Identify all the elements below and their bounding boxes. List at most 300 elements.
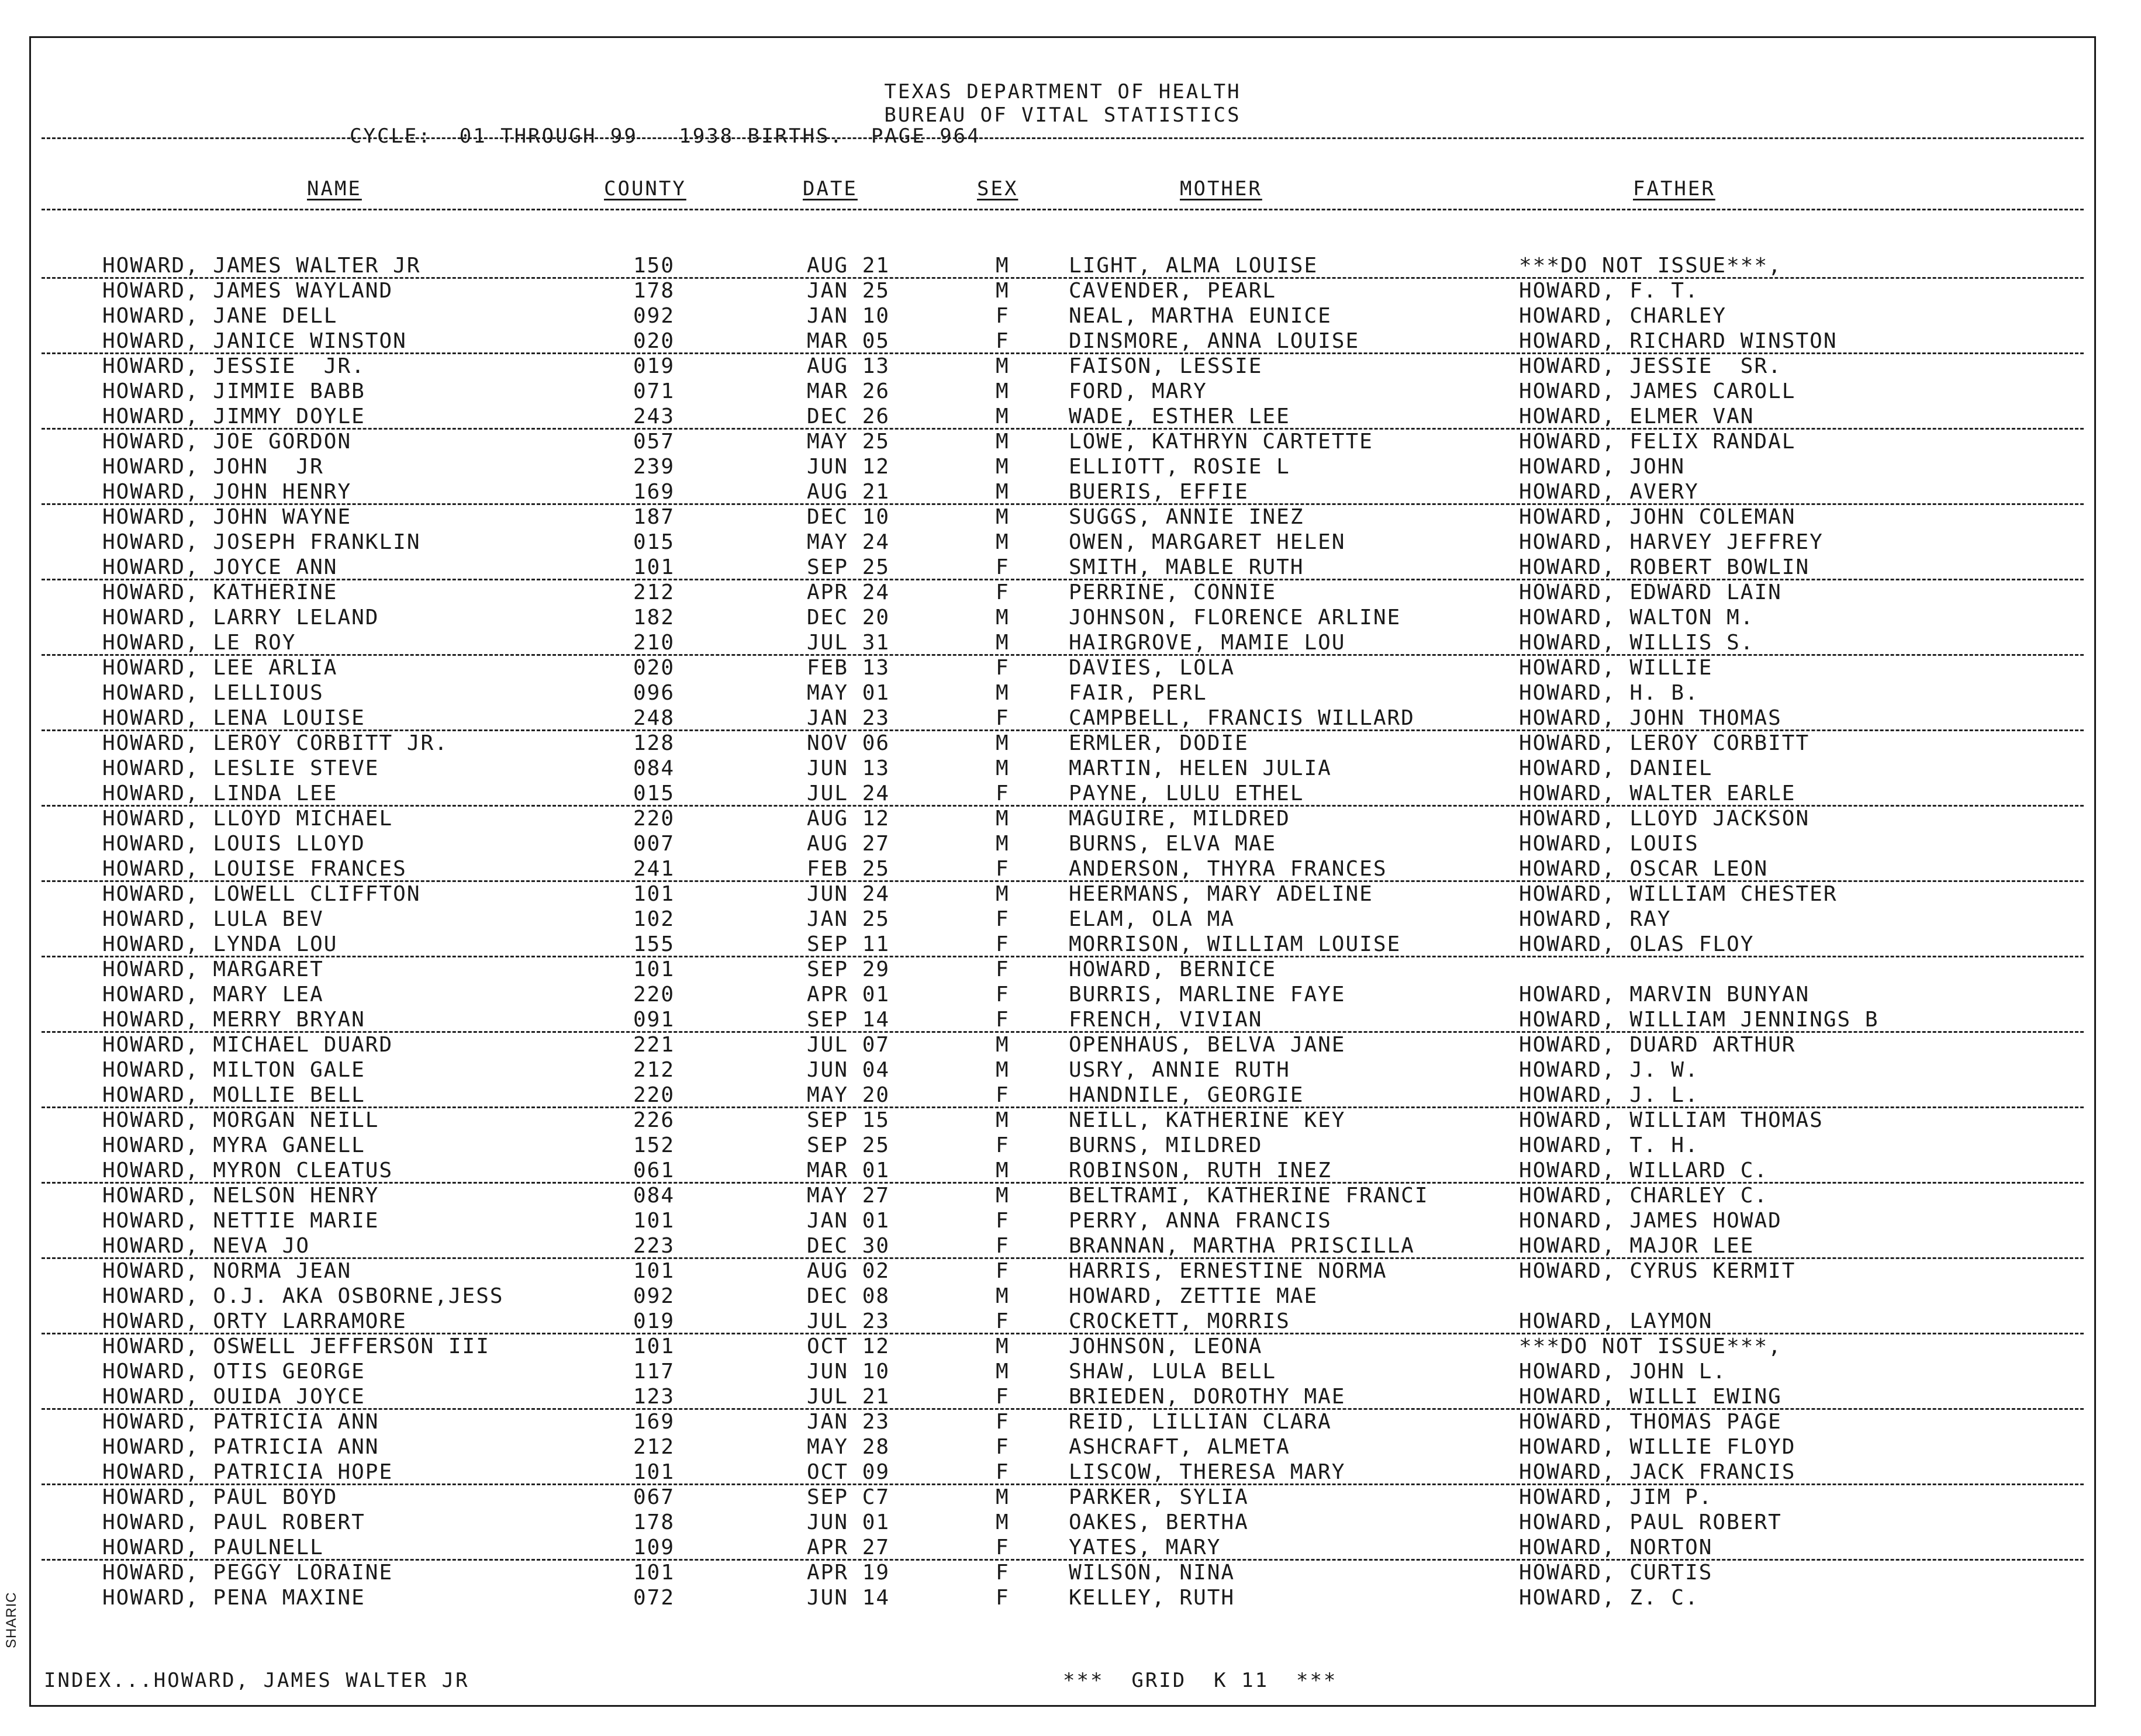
cell-name: HOWARD, JOE GORDON [102, 430, 352, 454]
cell-father: HOWARD, JAMES CAROLL [1519, 379, 1796, 403]
cell-name: HOWARD, LYNDA LOU [102, 932, 338, 956]
cell-sex: F [996, 1435, 1010, 1459]
cell-date: MAY 25 [807, 430, 890, 454]
grid-reference: *** GRID K 11 *** [1063, 1669, 1338, 1692]
cell-sex: F [996, 932, 1010, 956]
cell-date: JUL 07 [807, 1033, 890, 1057]
cell-father: HOWARD, LEROY CORBITT [1519, 731, 1810, 755]
cell-name: HOWARD, NETTIE MARIE [102, 1209, 379, 1233]
cell-county: 117 [633, 1360, 675, 1384]
cell-father: HOWARD, MAJOR LEE [1519, 1234, 1755, 1258]
cell-county: 150 [633, 254, 675, 278]
cell-sex: F [996, 983, 1010, 1007]
table-row [31, 1510, 2094, 1535]
cell-name: HOWARD, OUIDA JOYCE [102, 1385, 365, 1409]
cell-sex: M [996, 807, 1010, 831]
table-row [31, 504, 2094, 530]
cell-father: HOWARD, ROBERT BOWLIN [1519, 555, 1810, 579]
cell-name: HOWARD, PAULNELL [102, 1536, 324, 1559]
cell-father: HOWARD, J. W. [1519, 1058, 1699, 1082]
cell-county: 210 [633, 631, 675, 655]
cell-father: HOWARD, PAUL ROBERT [1519, 1510, 1782, 1534]
cell-date: DEC 10 [807, 505, 890, 529]
cell-date: OCT 12 [807, 1334, 890, 1358]
cell-mother: PAYNE, LULU ETHEL [1069, 781, 1304, 805]
cell-father: HOWARD, CURTIS [1519, 1561, 1713, 1585]
cell-date: JUN 12 [807, 455, 890, 479]
cell-date: APR 24 [807, 580, 890, 604]
cell-mother: BURRIS, MARLINE FAYE [1069, 983, 1346, 1007]
cell-sex: F [996, 1259, 1010, 1283]
cell-sex: F [996, 706, 1010, 730]
cell-county: 096 [633, 681, 675, 705]
cell-mother: REID, LILLIAN CLARA [1069, 1410, 1332, 1434]
cell-county: 212 [633, 1058, 675, 1082]
cell-name: HOWARD, OSWELL JEFFERSON III [102, 1334, 490, 1358]
cell-county: 169 [633, 1410, 675, 1434]
cell-date: FEB 25 [807, 857, 890, 881]
cell-county: 057 [633, 430, 675, 454]
cell-mother: HOWARD, BERNICE [1069, 957, 1277, 981]
cell-county: 092 [633, 304, 675, 328]
cell-mother: BUERIS, EFFIE [1069, 480, 1249, 504]
cell-sex: M [996, 1485, 1010, 1509]
cell-date: JUL 23 [807, 1309, 890, 1333]
cell-county: 152 [633, 1133, 675, 1157]
cell-father: HOWARD, JOHN COLEMAN [1519, 505, 1796, 529]
cell-father: HOWARD, LLOYD JACKSON [1519, 807, 1810, 831]
cell-sex: F [996, 1234, 1010, 1258]
cell-sex: M [996, 1184, 1010, 1208]
cell-county: 092 [633, 1284, 675, 1308]
cell-name: HOWARD, OTIS GEORGE [102, 1360, 365, 1384]
cell-mother: FRENCH, VIVIAN [1069, 1008, 1263, 1032]
cell-county: 128 [633, 731, 675, 755]
cell-county: 007 [633, 832, 675, 856]
table-row [31, 1409, 2094, 1434]
cell-county: 084 [633, 756, 675, 780]
col-header-date: DATE [803, 177, 858, 200]
cell-father: HOWARD, WILLARD C. [1519, 1159, 1769, 1182]
cell-date: APR 27 [807, 1536, 890, 1559]
col-header-name: NAME [307, 177, 362, 200]
cell-county: 212 [633, 580, 675, 604]
cell-date: JAN 01 [807, 1209, 890, 1233]
table-row [31, 680, 2094, 706]
cell-county: 243 [633, 404, 675, 428]
cell-county: 067 [633, 1485, 675, 1509]
cell-county: 101 [633, 882, 675, 906]
cell-county: 178 [633, 279, 675, 303]
cell-father: HOWARD, WILLIAM JENNINGS B [1519, 1008, 1879, 1032]
table-row [31, 1158, 2094, 1183]
cell-county: 187 [633, 505, 675, 529]
cell-date: JUN 10 [807, 1360, 890, 1384]
cell-mother: SHAW, LULA BELL [1069, 1360, 1277, 1384]
cell-sex: F [996, 1309, 1010, 1333]
cell-date: JUN 14 [807, 1586, 890, 1610]
cell-sex: M [996, 430, 1010, 454]
table-row [31, 907, 2094, 932]
cell-county: 019 [633, 354, 675, 378]
cell-name: HOWARD, LULA BEV [102, 907, 324, 931]
cell-sex: F [996, 304, 1010, 328]
cell-father: HOWARD, LAYMON [1519, 1309, 1713, 1333]
cell-name: HOWARD, PATRICIA ANN [102, 1435, 379, 1459]
cell-county: 071 [633, 379, 675, 403]
cell-county: 212 [633, 1435, 675, 1459]
table-row [31, 856, 2094, 881]
cell-father: HOWARD, RICHARD WINSTON [1519, 329, 1838, 353]
cell-sex: F [996, 1561, 1010, 1585]
table-row [31, 1334, 2094, 1359]
col-header-father: FATHER [1633, 177, 1715, 200]
cell-father: HOWARD, RAY [1519, 907, 1672, 931]
cell-sex: F [996, 1008, 1010, 1032]
cell-sex: M [996, 254, 1010, 278]
cell-father: HOWARD, CYRUS KERMIT [1519, 1259, 1796, 1283]
table-row [31, 1007, 2094, 1032]
cell-father: HONARD, JAMES HOWAD [1519, 1209, 1782, 1233]
cell-mother: ELLIOTT, ROSIE L [1069, 455, 1290, 479]
cell-mother: BRANNAN, MARTHA PRISCILLA [1069, 1234, 1415, 1258]
cell-mother: MAGUIRE, MILDRED [1069, 807, 1290, 831]
cell-date: SEP 11 [807, 932, 890, 956]
cell-father: HOWARD, JACK FRANCIS [1519, 1460, 1796, 1484]
cell-mother: CROCKETT, MORRIS [1069, 1309, 1290, 1333]
table-row [31, 1384, 2094, 1409]
cycle-line: CYCLE: 01 THROUGH 99 1938 BIRTHS. PAGE 964 [350, 125, 981, 148]
cell-sex: M [996, 480, 1010, 504]
cell-county: 239 [633, 455, 675, 479]
cell-sex: M [996, 379, 1010, 403]
table-row [31, 806, 2094, 831]
table-row [31, 932, 2094, 957]
cell-county: 101 [633, 555, 675, 579]
table-row [31, 530, 2094, 555]
table-row [31, 1359, 2094, 1384]
cell-date: JAN 25 [807, 907, 890, 931]
cell-father: HOWARD, CHARLEY C. [1519, 1184, 1769, 1208]
cell-date: SEP 29 [807, 957, 890, 981]
cell-date: OCT 09 [807, 1460, 890, 1484]
cell-mother: HOWARD, ZETTIE MAE [1069, 1284, 1318, 1308]
cell-sex: F [996, 1385, 1010, 1409]
cell-sex: F [996, 1133, 1010, 1157]
cell-father: HOWARD, EDWARD LAIN [1519, 580, 1782, 604]
cell-date: MAR 01 [807, 1159, 890, 1182]
cell-county: 101 [633, 1460, 675, 1484]
header-divider [42, 137, 2084, 139]
cell-sex: F [996, 1536, 1010, 1559]
cell-name: HOWARD, KATHERINE [102, 580, 338, 604]
cell-sex: M [996, 404, 1010, 428]
table-row [31, 580, 2094, 605]
table-row [31, 454, 2094, 479]
table-row [31, 1460, 2094, 1485]
table-row [31, 1208, 2094, 1233]
cell-sex: M [996, 882, 1010, 906]
cell-date: JAN 25 [807, 279, 890, 303]
cell-sex: M [996, 1159, 1010, 1182]
cell-mother: PERRY, ANNA FRANCIS [1069, 1209, 1332, 1233]
cell-date: SEP 25 [807, 555, 890, 579]
table-row [31, 379, 2094, 404]
cell-sex: F [996, 1083, 1010, 1107]
cell-name: HOWARD, JOHN HENRY [102, 480, 352, 504]
cell-father: HOWARD, DANIEL [1519, 756, 1713, 780]
table-row [31, 328, 2094, 354]
cell-mother: PARKER, SYLIA [1069, 1485, 1249, 1509]
cell-mother: MORRISON, WILLIAM LOUISE [1069, 932, 1401, 956]
cell-mother: PERRINE, CONNIE [1069, 580, 1277, 604]
cell-date: AUG 21 [807, 254, 890, 278]
cell-sex: M [996, 631, 1010, 655]
cell-father: HOWARD, MARVIN BUNYAN [1519, 983, 1810, 1007]
table-row [31, 1183, 2094, 1208]
cell-county: 020 [633, 329, 675, 353]
bureau-title: BUREAU OF VITAL STATISTICS [884, 103, 1241, 127]
cell-name: HOWARD, LEE ARLIA [102, 656, 338, 680]
cell-mother: CAVENDER, PEARL [1069, 279, 1277, 303]
cell-father: HOWARD, DUARD ARTHUR [1519, 1033, 1796, 1057]
cell-date: APR 01 [807, 983, 890, 1007]
cell-mother: NEAL, MARTHA EUNICE [1069, 304, 1332, 328]
cell-county: 226 [633, 1108, 675, 1132]
cell-mother: HAIRGROVE, MAMIE LOU [1069, 631, 1346, 655]
cell-sex: F [996, 907, 1010, 931]
cell-sex: F [996, 781, 1010, 805]
cell-name: HOWARD, MORGAN NEILL [102, 1108, 379, 1132]
table-row [31, 253, 2094, 278]
cell-father: HOWARD, JOHN L. [1519, 1360, 1727, 1384]
cell-date: SEP C7 [807, 1485, 890, 1509]
cell-date: JUN 13 [807, 756, 890, 780]
cell-mother: CAMPBELL, FRANCIS WILLARD [1069, 706, 1415, 730]
table-row [31, 1032, 2094, 1057]
cell-name: HOWARD, LOUISE FRANCES [102, 857, 407, 881]
cell-name: HOWARD, PATRICIA ANN [102, 1410, 379, 1434]
cell-sex: F [996, 1460, 1010, 1484]
table-row [31, 1560, 2094, 1585]
cell-father: HOWARD, JOHN [1519, 455, 1686, 479]
cell-name: HOWARD, LENA LOUISE [102, 706, 365, 730]
cell-mother: ROBINSON, RUTH INEZ [1069, 1159, 1332, 1182]
cell-name: HOWARD, MYRA GANELL [102, 1133, 365, 1157]
cell-county: 220 [633, 983, 675, 1007]
cell-father: HOWARD, H. B. [1519, 681, 1699, 705]
cell-date: NOV 06 [807, 731, 890, 755]
cell-name: HOWARD, NORMA JEAN [102, 1259, 352, 1283]
cell-mother: FAIR, PERL [1069, 681, 1207, 705]
cell-county: 072 [633, 1586, 675, 1610]
cell-father: HOWARD, WILLIE [1519, 656, 1713, 680]
cell-name: HOWARD, MARY LEA [102, 983, 324, 1007]
cell-date: DEC 20 [807, 606, 890, 630]
cell-mother: LOWE, KATHRYN CARTETTE [1069, 430, 1373, 454]
cell-father: HOWARD, J. L. [1519, 1083, 1699, 1107]
cell-date: JAN 23 [807, 1410, 890, 1434]
cell-date: MAY 20 [807, 1083, 890, 1107]
cell-father: HOWARD, THOMAS PAGE [1519, 1410, 1782, 1434]
cell-mother: WILSON, NINA [1069, 1561, 1235, 1585]
cell-sex: M [996, 530, 1010, 554]
cell-sex: F [996, 1410, 1010, 1434]
cell-sex: M [996, 455, 1010, 479]
cell-mother: BELTRAMI, KATHERINE FRANCI [1069, 1184, 1429, 1208]
cell-mother: YATES, MARY [1069, 1536, 1221, 1559]
cell-name: HOWARD, JIMMY DOYLE [102, 404, 365, 428]
cell-name: HOWARD, MERRY BRYAN [102, 1008, 365, 1032]
cell-name: HOWARD, PATRICIA HOPE [102, 1460, 393, 1484]
cell-name: HOWARD, JAMES WAYLAND [102, 279, 393, 303]
cell-county: 015 [633, 781, 675, 805]
cell-mother: ELAM, OLA MA [1069, 907, 1235, 931]
table-row [31, 1309, 2094, 1334]
cell-date: SEP 15 [807, 1108, 890, 1132]
cell-date: JUN 04 [807, 1058, 890, 1082]
cell-date: SEP 14 [807, 1008, 890, 1032]
cell-date: MAR 26 [807, 379, 890, 403]
cell-father: HOWARD, WILLIE FLOYD [1519, 1435, 1796, 1459]
table-row [31, 1284, 2094, 1309]
cell-sex: M [996, 1284, 1010, 1308]
cell-sex: F [996, 1586, 1010, 1610]
cell-sex: F [996, 656, 1010, 680]
cell-father: HOWARD, OLAS FLOY [1519, 932, 1755, 956]
cell-father: HOWARD, FELIX RANDAL [1519, 430, 1796, 454]
cell-name: HOWARD, JAMES WALTER JR [102, 254, 421, 278]
cell-mother: FORD, MARY [1069, 379, 1207, 403]
cell-sex: M [996, 606, 1010, 630]
cell-mother: ERMLER, DODIE [1069, 731, 1249, 755]
cell-date: DEC 30 [807, 1234, 890, 1258]
cell-name: HOWARD, MARGARET [102, 957, 324, 981]
table-row [31, 404, 2094, 429]
cell-name: HOWARD, JOHN WAYNE [102, 505, 352, 529]
table-row [31, 278, 2094, 303]
cell-sex: M [996, 279, 1010, 303]
table-row [31, 630, 2094, 655]
cell-father: HOWARD, AVERY [1519, 480, 1699, 504]
cell-date: JUL 31 [807, 631, 890, 655]
cell-date: DEC 08 [807, 1284, 890, 1308]
cell-mother: DAVIES, LOLA [1069, 656, 1235, 680]
cell-father: HOWARD, JOHN THOMAS [1519, 706, 1782, 730]
cell-father: HOWARD, HARVEY JEFFREY [1519, 530, 1824, 554]
cell-county: 101 [633, 1561, 675, 1585]
cell-sex: M [996, 1360, 1010, 1384]
table-row [31, 731, 2094, 756]
cell-sex: M [996, 505, 1010, 529]
cell-name: HOWARD, NELSON HENRY [102, 1184, 379, 1208]
document-frame [29, 36, 2096, 1707]
cell-county: 020 [633, 656, 675, 680]
side-label: SHARIC [4, 1592, 19, 1648]
cell-name: HOWARD, LINDA LEE [102, 781, 338, 805]
cell-county: 102 [633, 907, 675, 931]
cell-date: MAY 27 [807, 1184, 890, 1208]
cell-county: 155 [633, 932, 675, 956]
cell-name: HOWARD, PEGGY LORAINE [102, 1561, 393, 1585]
cell-county: 061 [633, 1159, 675, 1182]
cell-sex: F [996, 329, 1010, 353]
cell-sex: F [996, 857, 1010, 881]
cell-date: FEB 13 [807, 656, 890, 680]
cell-mother: FAISON, LESSIE [1069, 354, 1263, 378]
cell-mother: BRIEDEN, DOROTHY MAE [1069, 1385, 1346, 1409]
col-header-sex: SEX [977, 177, 1018, 200]
cell-mother: SUGGS, ANNIE INEZ [1069, 505, 1304, 529]
cell-father: HOWARD, WALTER EARLE [1519, 781, 1796, 805]
cell-name: HOWARD, MYRON CLEATUS [102, 1159, 393, 1182]
cell-date: JUL 24 [807, 781, 890, 805]
cell-father: HOWARD, ELMER VAN [1519, 404, 1755, 428]
cell-date: JUN 01 [807, 1510, 890, 1534]
cell-father: HOWARD, LOUIS [1519, 832, 1699, 856]
cell-father: HOWARD, WILLIAM THOMAS [1519, 1108, 1824, 1132]
cell-county: 169 [633, 480, 675, 504]
cell-sex: F [996, 957, 1010, 981]
cell-county: 019 [633, 1309, 675, 1333]
cell-county: 101 [633, 1209, 675, 1233]
table-row [31, 605, 2094, 630]
cell-father: HOWARD, T. H. [1519, 1133, 1699, 1157]
cell-county: 101 [633, 1334, 675, 1358]
index-label: INDEX...HOWARD, JAMES WALTER JR [44, 1669, 469, 1692]
cell-sex: M [996, 1334, 1010, 1358]
cell-name: HOWARD, LESLIE STEVE [102, 756, 379, 780]
cell-sex: M [996, 832, 1010, 856]
cell-name: HOWARD, JANICE WINSTON [102, 329, 407, 353]
table-row [31, 1585, 2094, 1610]
table-row [31, 756, 2094, 781]
cell-mother: OPENHAUS, BELVA JANE [1069, 1033, 1346, 1057]
cell-sex: M [996, 731, 1010, 755]
cell-name: HOWARD, O.J. AKA OSBORNE,JESS [102, 1284, 504, 1308]
table-row [31, 1535, 2094, 1560]
cell-date: AUG 02 [807, 1259, 890, 1283]
table-row [31, 1233, 2094, 1258]
table-row [31, 303, 2094, 328]
table-row [31, 429, 2094, 454]
column-divider [42, 209, 2084, 210]
table-row [31, 706, 2094, 731]
cell-sex: F [996, 555, 1010, 579]
cell-name: HOWARD, ORTY LARRAMORE [102, 1309, 407, 1333]
table-row [31, 354, 2094, 379]
table-row [31, 479, 2094, 504]
table-row [31, 555, 2094, 580]
cell-sex: M [996, 756, 1010, 780]
cell-county: 223 [633, 1234, 675, 1258]
cell-name: HOWARD, PAUL BOYD [102, 1485, 338, 1509]
cell-county: 101 [633, 957, 675, 981]
cell-sex: M [996, 1510, 1010, 1534]
cell-name: HOWARD, JANE DELL [102, 304, 338, 328]
cell-father: HOWARD, WILLIAM CHESTER [1519, 882, 1838, 906]
table-row [31, 781, 2094, 806]
cell-father: ***DO NOT ISSUE***, [1519, 254, 1782, 278]
cell-county: 220 [633, 1083, 675, 1107]
cell-name: HOWARD, LOWELL CLIFFTON [102, 882, 421, 906]
cell-name: HOWARD, PAUL ROBERT [102, 1510, 365, 1534]
cell-name: HOWARD, JOSEPH FRANKLIN [102, 530, 421, 554]
cell-mother: NEILL, KATHERINE KEY [1069, 1108, 1346, 1132]
cell-name: HOWARD, NEVA JO [102, 1234, 310, 1258]
cell-name: HOWARD, LARRY LELAND [102, 606, 379, 630]
cell-sex: F [996, 1209, 1010, 1233]
